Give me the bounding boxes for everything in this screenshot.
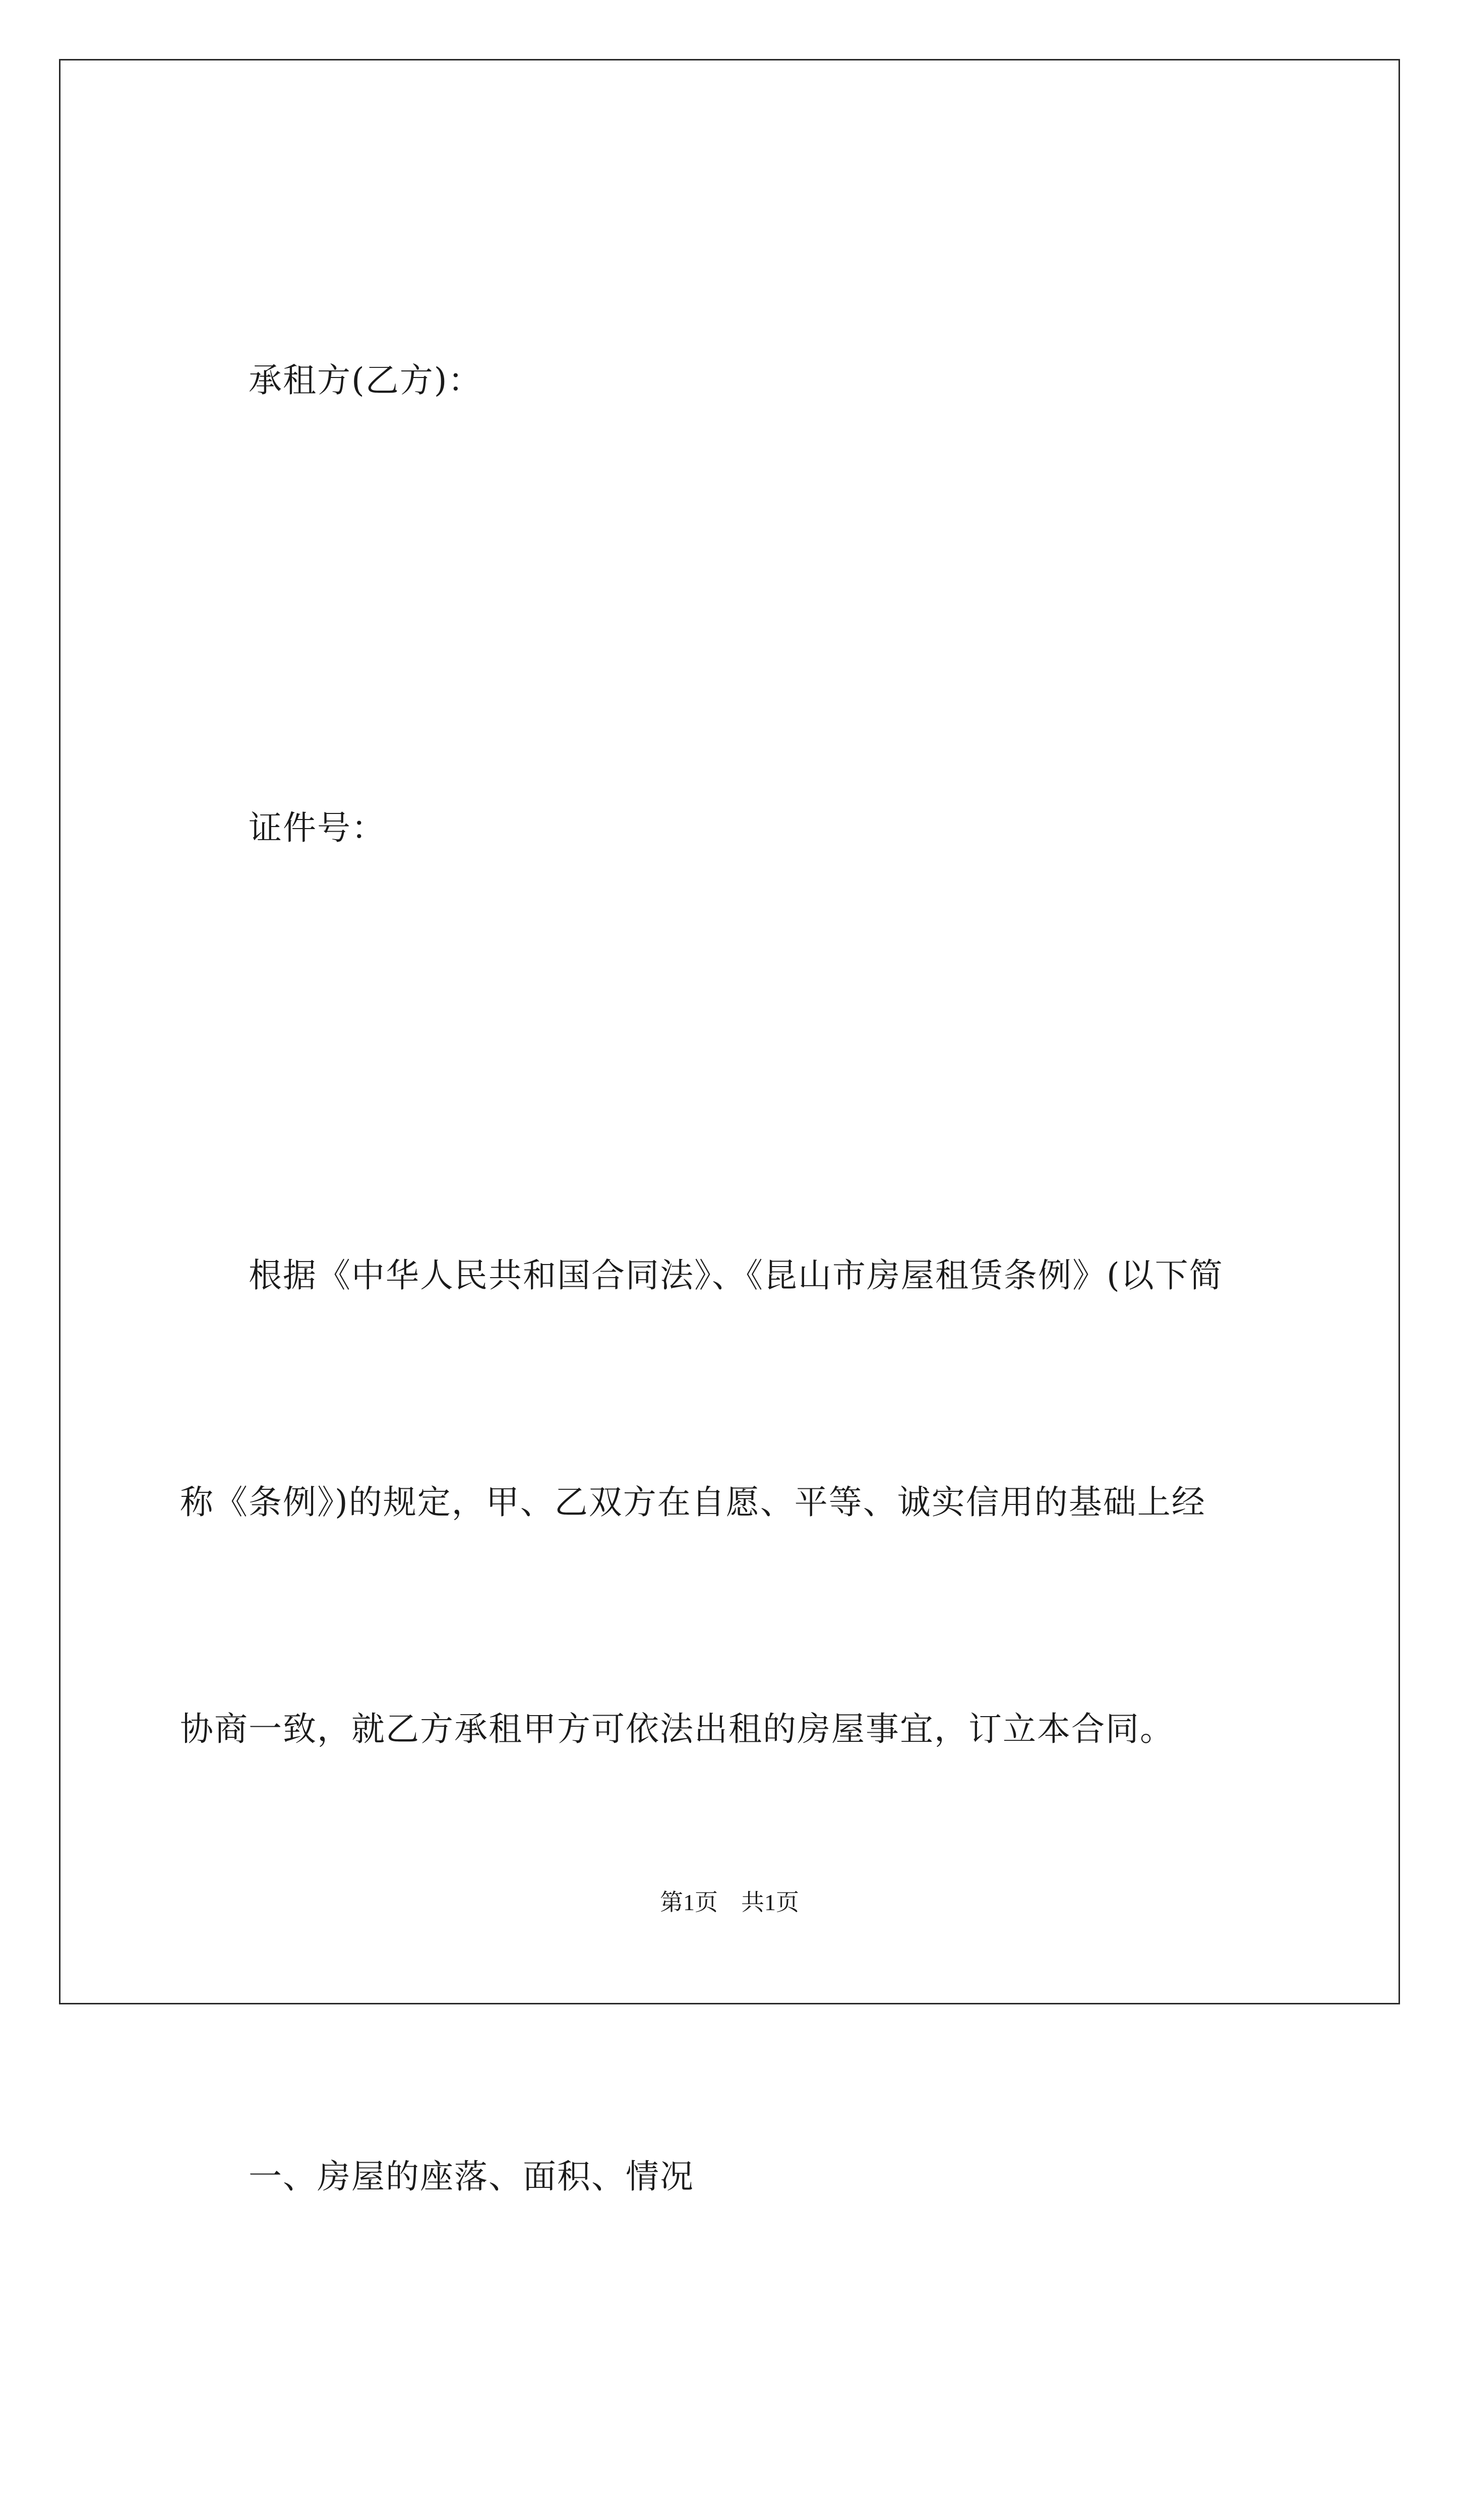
text-line: 证件号： [180,808,386,847]
text-line: 称《条例》)的规定，甲、乙双方在自愿、平等、诚实信用的基础上经 [180,1483,1206,1522]
paragraph-id-number [180,639,1279,1017]
text-line: 一、房屋的座落、面积、情况 [180,2157,694,2196]
clause-1-1 [180,2435,1279,2520]
page-number-footer: 第1页 共1页 [660,1889,799,1915]
section-heading-1 [180,1988,1279,2366]
paragraph-preamble [180,1087,1279,1918]
text-line: 承租方(乙方)： [180,361,482,400]
text-line: 协商一致，就乙方承租甲方可依法出租的房屋事宜，订立本合同。 [180,1710,1174,1748]
text-line: 根据《中华人民共和国合同法》、《昆山市房屋租赁条例》(以下简 [180,1256,1224,1295]
paragraph-lessee [180,192,1279,570]
document-body [180,192,1279,2520]
